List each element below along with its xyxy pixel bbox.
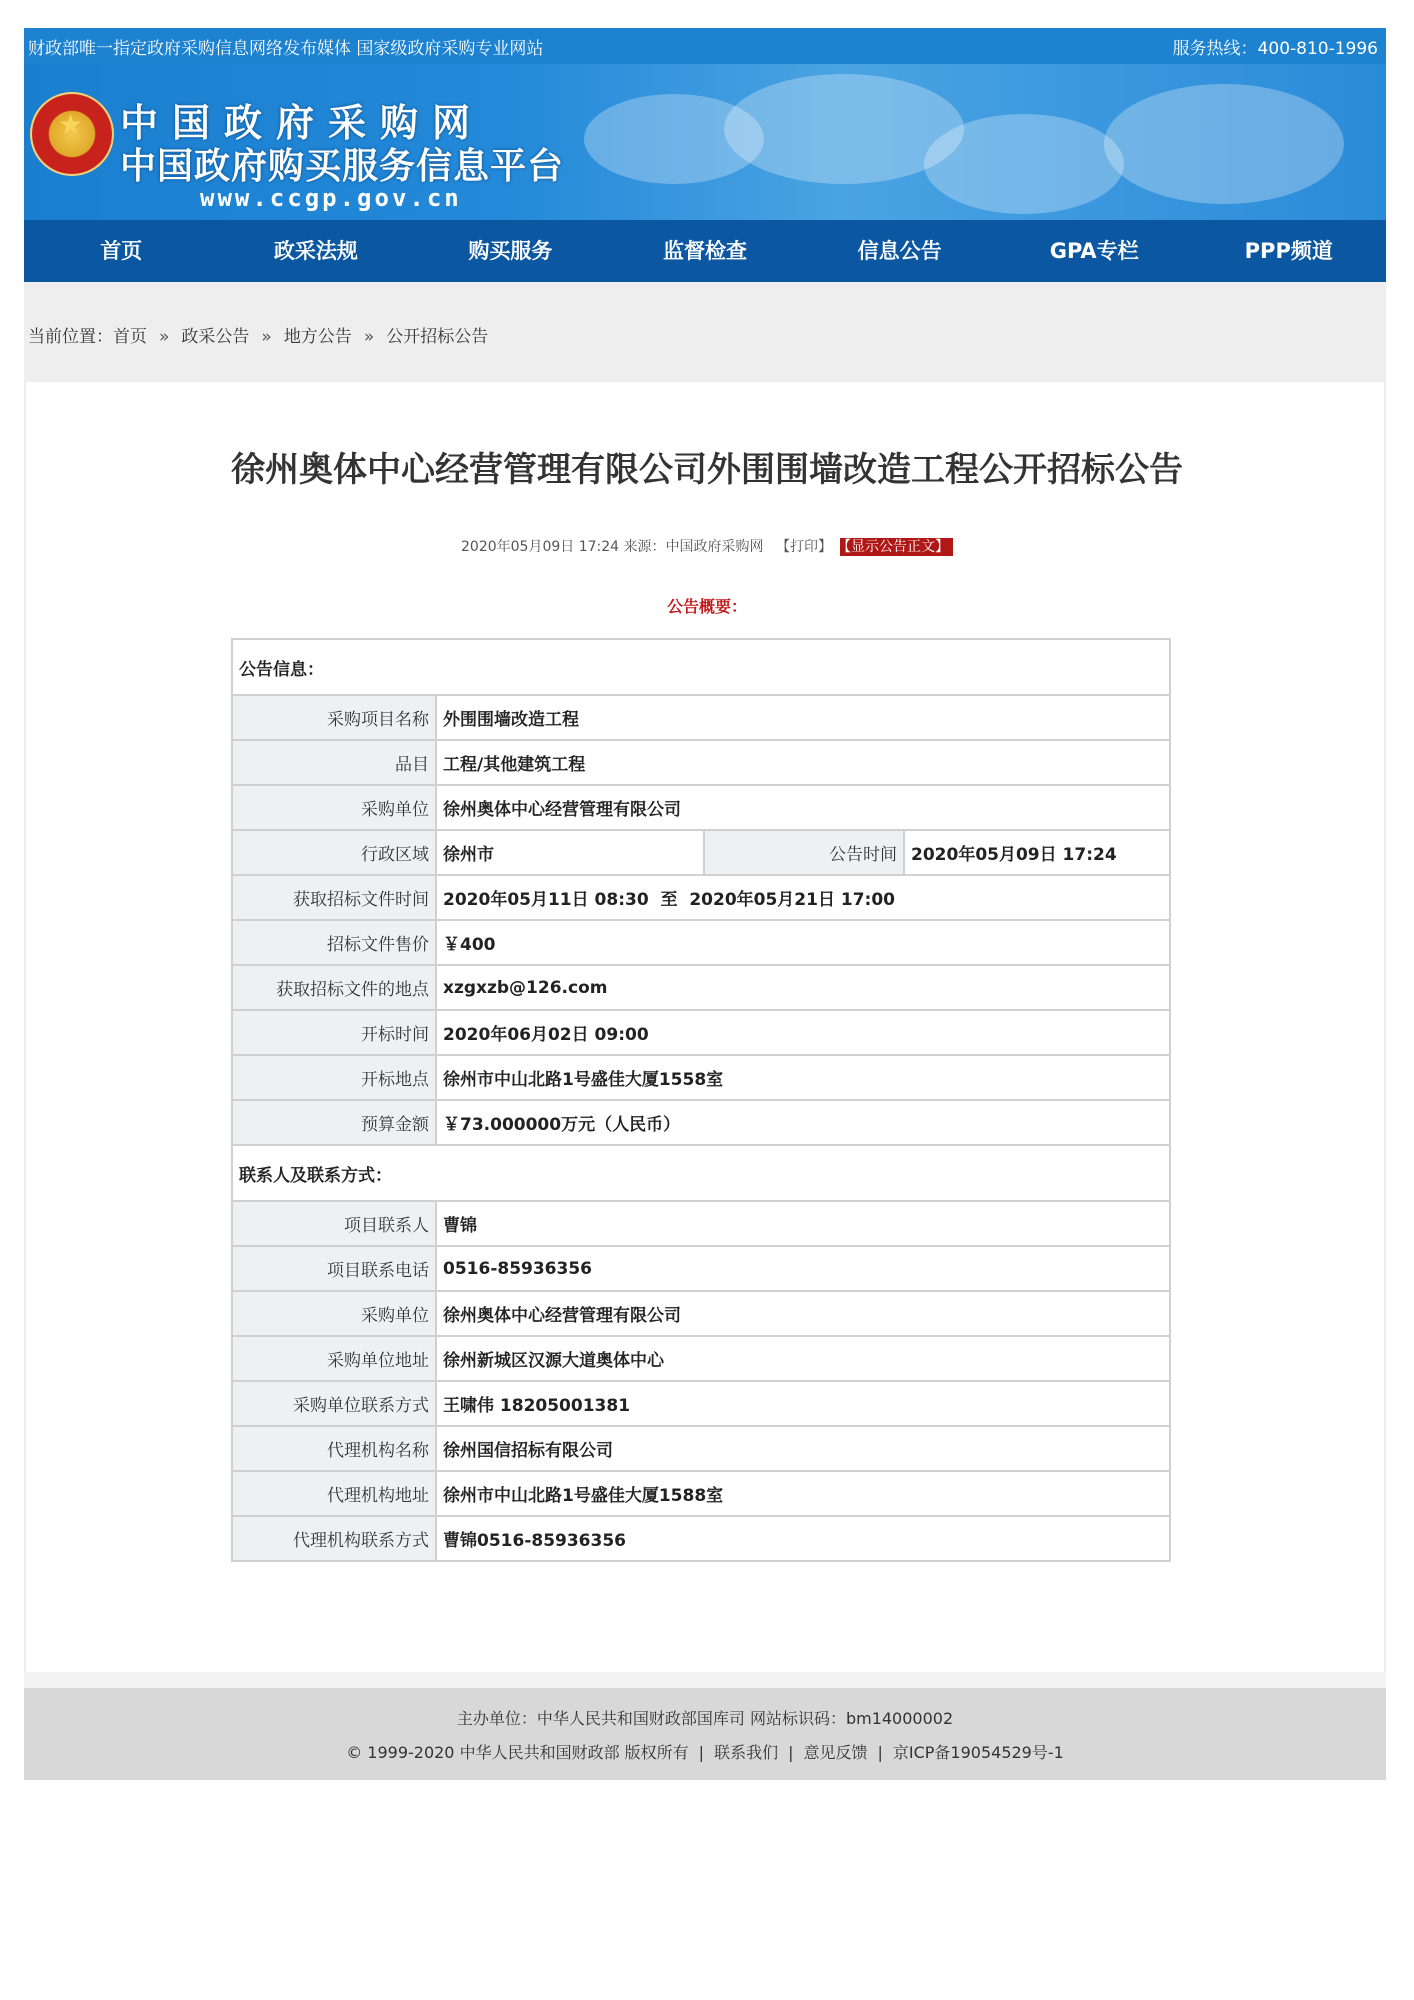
site-name: 中国政府采购网 bbox=[120, 101, 485, 145]
table-row bbox=[232, 1291, 1170, 1336]
article-content bbox=[24, 382, 1386, 1672]
open-time-value: 2020年06月02日 09:00 bbox=[436, 1010, 1170, 1055]
row-label: 开标地点 bbox=[232, 1055, 436, 1100]
nav-item-services[interactable]: 购买服务 bbox=[468, 239, 553, 263]
top-strip-tagline: 财政部唯一指定政府采购信息网络发布媒体 国家级政府采购专业网站 bbox=[28, 39, 544, 59]
section-heading: 公告信息： bbox=[232, 639, 1170, 695]
icp-link[interactable]: 京ICP备19054529号-1 bbox=[892, 1743, 1064, 1762]
breadcrumb-local-announcements[interactable]: 地方公告 bbox=[283, 327, 352, 347]
row-label: 代理机构联系方式 bbox=[232, 1516, 436, 1561]
table-row bbox=[232, 1010, 1170, 1055]
region-value: 徐州市 bbox=[436, 830, 704, 875]
project-name-value: 外围围墙改造工程 bbox=[436, 695, 1170, 740]
table-row bbox=[232, 965, 1170, 1010]
row-label: 预算金额 bbox=[232, 1100, 436, 1145]
breadcrumb-label: 当前位置： bbox=[28, 327, 113, 347]
footer-sponsor: 主办单位：中华人民共和国财政部国库司 网站标识码：bm14000002 bbox=[456, 1709, 954, 1728]
breadcrumb-separator: » bbox=[363, 327, 375, 347]
article-meta bbox=[26, 536, 1388, 556]
table-row bbox=[232, 639, 1170, 695]
nav-item-home[interactable]: 首页 bbox=[100, 239, 143, 263]
breadcrumb-open-tender[interactable]: 公开招标公告 bbox=[386, 327, 489, 347]
table-row bbox=[232, 740, 1170, 785]
row-label: 获取招标文件时间 bbox=[232, 875, 436, 920]
article-source: 来源：中国政府采购网 bbox=[623, 539, 764, 555]
breadcrumb-home[interactable]: 首页 bbox=[113, 327, 147, 347]
site-footer bbox=[24, 1688, 1386, 1780]
table-row bbox=[232, 1336, 1170, 1381]
site-subtitle: 中国政府购买服务信息平台 bbox=[120, 146, 565, 187]
purchaser-contact-unit-value: 徐州奥体中心经营管理有限公司 bbox=[436, 1291, 1170, 1336]
nav-item-regulations[interactable]: 政采法规 bbox=[273, 239, 358, 263]
row-label: 项目联系电话 bbox=[232, 1246, 436, 1291]
contact-us-link[interactable]: 联系我们 bbox=[714, 1743, 779, 1762]
breadcrumb-separator: » bbox=[159, 327, 170, 347]
nav-item-ppp[interactable]: PPP频道 bbox=[1244, 239, 1333, 263]
row-label: 采购单位 bbox=[232, 785, 436, 830]
notice-time-value: 2020年05月09日 17:24 bbox=[904, 830, 1170, 875]
table-row bbox=[232, 1246, 1170, 1291]
summary-heading: 公告概要： bbox=[666, 597, 747, 616]
footer-copyright: © 1999-2020 中华人民共和国财政部 版权所有 bbox=[346, 1743, 689, 1762]
row-label: 代理机构地址 bbox=[232, 1471, 436, 1516]
row-label: 采购单位联系方式 bbox=[232, 1381, 436, 1426]
row-label: 招标文件售价 bbox=[232, 920, 436, 965]
table-row bbox=[232, 875, 1170, 920]
feedback-link[interactable]: 意见反馈 bbox=[803, 1743, 868, 1762]
contact-person-value: 曹锦 bbox=[436, 1201, 1170, 1246]
table-row bbox=[232, 1471, 1170, 1516]
doc-time-value: 2020年05月11日 08:30 至 2020年05月21日 17:00 bbox=[436, 875, 1170, 920]
nav-item-gpa[interactable]: GPA专栏 bbox=[1049, 239, 1139, 263]
doc-price-value: ￥400 bbox=[436, 920, 1170, 965]
table-row bbox=[232, 1055, 1170, 1100]
open-place-value: 徐州市中山北路1号盛佳大厦1558室 bbox=[436, 1055, 1170, 1100]
contact-phone-value: 0516-85936356 bbox=[436, 1246, 1170, 1291]
category-value: 工程/其他建筑工程 bbox=[436, 740, 1170, 785]
table-row bbox=[232, 1100, 1170, 1145]
agency-address-value: 徐州市中山北路1号盛佳大厦1588室 bbox=[436, 1471, 1170, 1516]
footer-gap bbox=[24, 1672, 1386, 1688]
nav-item-supervision[interactable]: 监督检查 bbox=[663, 239, 748, 263]
table-row bbox=[232, 1516, 1170, 1561]
print-link[interactable]: 【打印】 bbox=[775, 539, 832, 555]
table-row bbox=[232, 1426, 1170, 1471]
purchaser-value: 徐州奥体中心经营管理有限公司 bbox=[436, 785, 1170, 830]
table-row bbox=[232, 785, 1170, 830]
table-row bbox=[232, 1201, 1170, 1246]
agency-contact-value: 曹锦0516-85936356 bbox=[436, 1516, 1170, 1561]
row-label: 代理机构名称 bbox=[232, 1426, 436, 1471]
budget-value: ￥73.000000万元（人民币） bbox=[436, 1100, 1170, 1145]
row-label: 公告时间 bbox=[704, 830, 904, 875]
page-frame bbox=[24, 28, 1386, 1762]
table-row bbox=[232, 830, 1170, 875]
row-label: 采购项目名称 bbox=[232, 695, 436, 740]
site-url: www.ccgp.gov.cn bbox=[200, 184, 462, 212]
section-heading: 联系人及联系方式： bbox=[232, 1145, 1170, 1201]
table-row bbox=[232, 1145, 1170, 1201]
table-row bbox=[232, 1381, 1170, 1426]
site-banner bbox=[24, 64, 1386, 220]
table-row bbox=[232, 695, 1170, 740]
purchaser-address-value: 徐州新城区汉源大道奥体中心 bbox=[436, 1336, 1170, 1381]
page-title: 徐州奥体中心经营管理有限公司外围围墙改造工程公开招标公告 bbox=[231, 450, 1183, 490]
breadcrumb bbox=[28, 322, 488, 347]
breadcrumb-gov-announcements[interactable]: 政采公告 bbox=[181, 327, 250, 347]
row-label: 行政区域 bbox=[232, 830, 436, 875]
announcement-table bbox=[231, 638, 1171, 1562]
publish-date: 2020年05月09日 17:24 bbox=[461, 539, 620, 555]
service-hotline: 服务热线：400-810-1996 bbox=[1172, 39, 1378, 59]
doc-place-value: xzgxzb@126.com bbox=[436, 965, 1170, 1010]
table-row bbox=[232, 920, 1170, 965]
main-nav bbox=[24, 220, 1386, 282]
row-label: 品目 bbox=[232, 740, 436, 785]
national-emblem-icon bbox=[30, 92, 114, 176]
row-label: 采购单位 bbox=[232, 1291, 436, 1336]
row-label: 获取招标文件的地点 bbox=[232, 965, 436, 1010]
purchaser-contact-value: 王啸伟 18205001381 bbox=[436, 1381, 1170, 1426]
breadcrumb-bar bbox=[24, 282, 1386, 382]
row-label: 项目联系人 bbox=[232, 1201, 436, 1246]
footer-links: © 1999-2020 中华人民共和国财政部 版权所有 | 联系我们 | 意见反馈 | 京ICP备19054529号-1 bbox=[346, 1743, 1064, 1762]
breadcrumb-separator: » bbox=[261, 327, 272, 347]
nav-item-announcements[interactable]: 信息公告 bbox=[857, 239, 942, 263]
top-strip bbox=[24, 28, 1386, 64]
row-label: 采购单位地址 bbox=[232, 1336, 436, 1381]
agency-name-value: 徐州国信招标有限公司 bbox=[436, 1426, 1170, 1471]
row-label: 开标时间 bbox=[232, 1010, 436, 1055]
show-full-text-button[interactable]: 【显示公告正文】 bbox=[840, 538, 953, 556]
